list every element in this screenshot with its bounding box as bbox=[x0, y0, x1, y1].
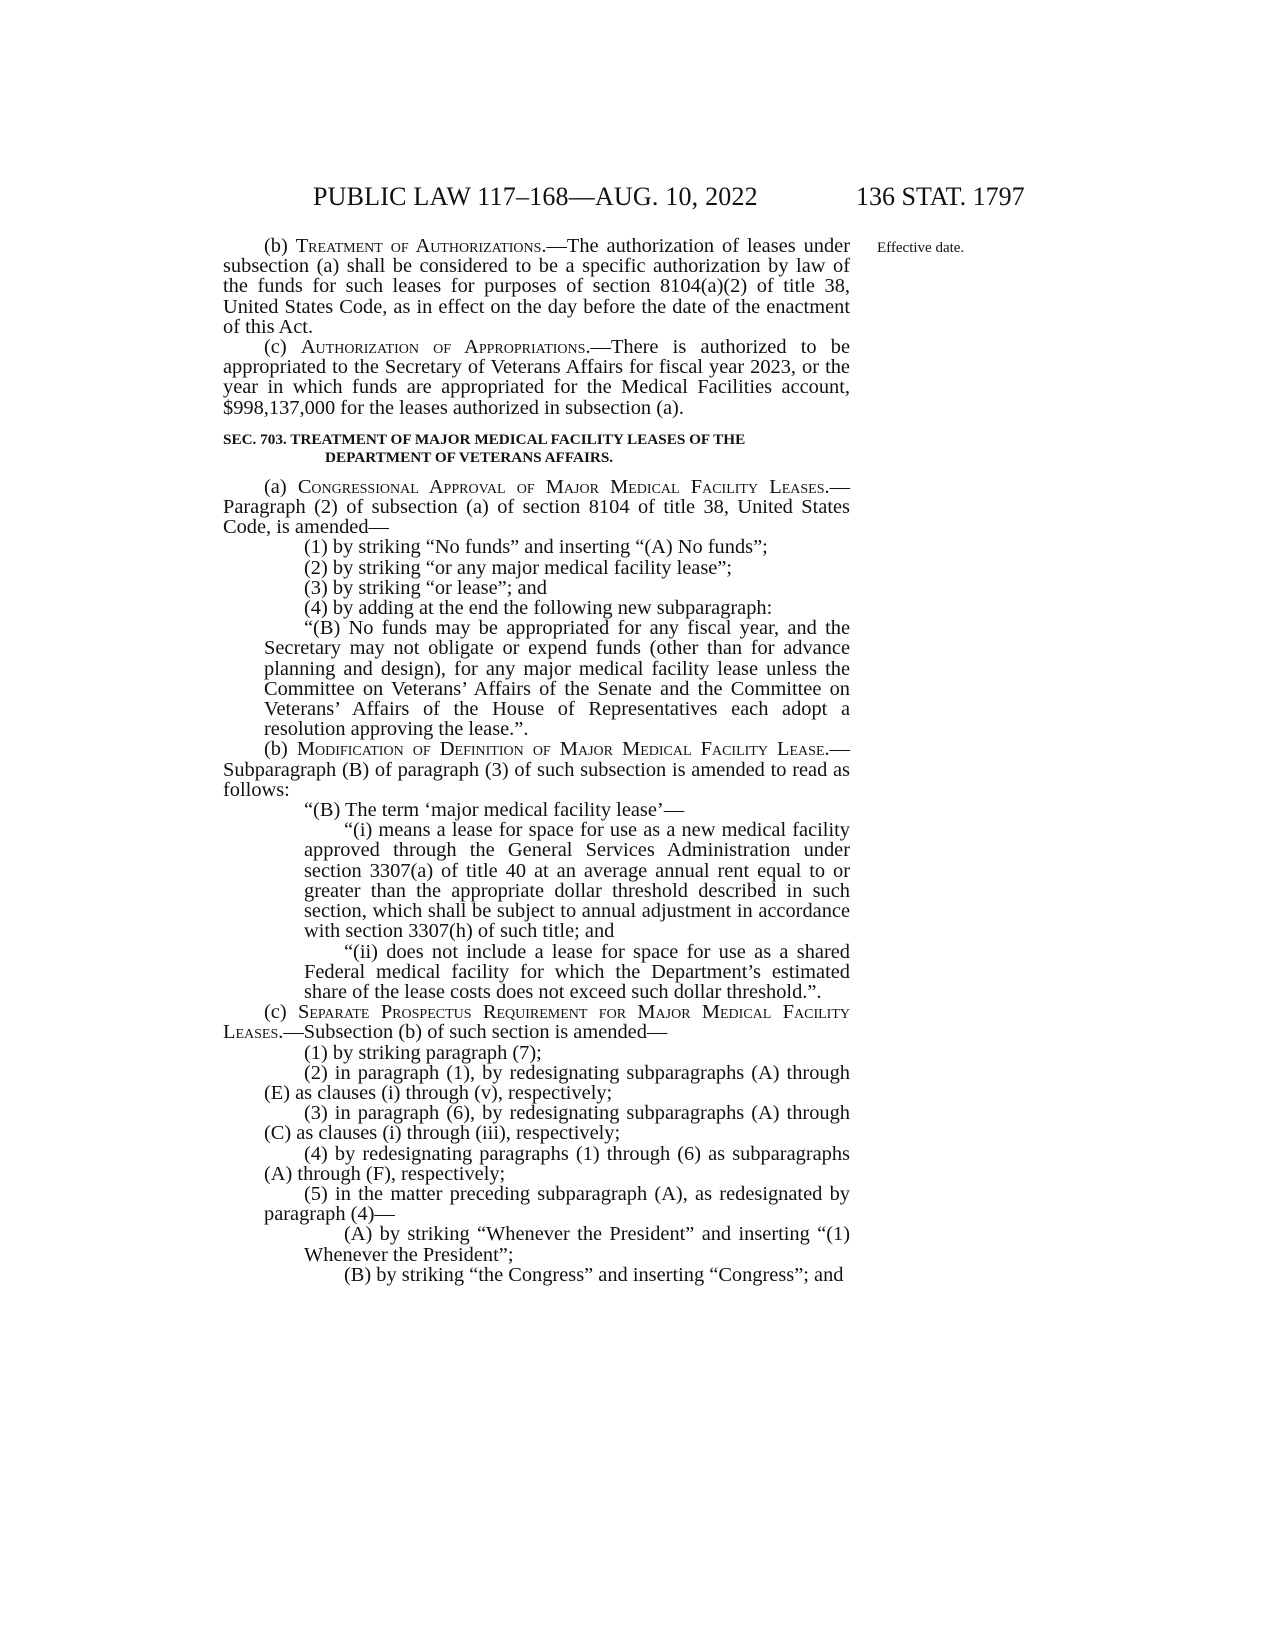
list-item: (4) by redesignating paragraphs (1) through (6) as subparagraphs (A) through (F), respectively; bbox=[264, 1142, 850, 1185]
subsection-heading: Authorization of Appropriations bbox=[300, 336, 586, 359]
statute-body bbox=[223, 236, 850, 1285]
list-item: (5) in the matter preceding subparagraph (A), as redesignated by paragraph (4)— bbox=[264, 1182, 850, 1226]
sub-list-item: (A) by striking “Whenever the President” and inserting “(1) Whenever the President”; bbox=[304, 1223, 850, 1266]
list-item: (3) in paragraph (6), by redesignating subparagraphs (A) through (C) as clauses (i) through (iii), respectively; bbox=[264, 1102, 850, 1145]
list-item: (1) by striking paragraph (7); bbox=[304, 1041, 542, 1064]
subsection-heading: Congressional Approval of Major Medical Facility Leases bbox=[297, 475, 825, 498]
running-header-title: PUBLIC LAW 117–168—AUG. 10, 2022 bbox=[313, 182, 758, 211]
quoted-subparagraph-b: “(B) No funds may be appropriated for any fiscal year, and the Secretary may not obligate or expend funds (other than for advance planning and design), for any major medical facility lease unless the Committee on Veterans’ Affairs of the Senate and the Committee on Veterans’ Affairs of the House of Representatives each adopt a resolution approving the lease.”. bbox=[264, 617, 850, 741]
margin-note-effective-date: Effective date. bbox=[877, 240, 965, 256]
quoted-term-definition: “(B) The term ‘major medical facility lease’— bbox=[304, 799, 685, 822]
subsection-heading: Treatment of Authorizations bbox=[295, 235, 542, 257]
subsection-c-separate-prospectus: (c) Separate Prospectus Requirement for Major Medical Facility Leases.—Subsection (b) of such section is amended— bbox=[223, 1001, 850, 1044]
list-item: (4) by adding at the end the following new subparagraph: bbox=[304, 597, 773, 620]
list-item: (3) by striking “or lease”; and bbox=[304, 576, 547, 599]
subsection-a-congressional-approval: (a) Congressional Approval of Major Medical Facility Leases.—Paragraph (2) of subsection (a) of section 8104 of title 38, United States Code, is amended— bbox=[223, 475, 851, 539]
statute-page-reference: 136 STAT. 1797 bbox=[856, 182, 1025, 211]
list-item: (1) by striking “No funds” and inserting “(A) No funds”; bbox=[304, 536, 768, 559]
clause-i: “(i) means a lease for space for use as a new medical facility approved through the General Services Administration under section 3307(a) of title 40 at an average annual rent equal to or greater than the appropriate dollar threshold described in such section, which shall be subject to annual adjustment in accordance with section 3307(h) of such title; and bbox=[304, 819, 850, 943]
subsection-heading: Modification of Definition of Major Medical Facility Lease bbox=[296, 738, 825, 761]
subsection-heading: Separate Prospectus Requirement for Major Medical Facility Leases bbox=[223, 1001, 850, 1044]
sub-list-item: (B) by striking “the Congress” and inserting “Congress”; and bbox=[344, 1263, 844, 1286]
subsection-b-treatment-of-authorizations: (b) Treatment of Authorizations.—The authorization of leases under subsection (a) shall be considered to be a specific authorization by law of the funds for such leases for purposes of section 8104(a)(2) of title 38, United States Code, as in effect on the day before the date of the enactment of this Act. bbox=[223, 235, 851, 338]
subsection-b-modification-of-definition: (b) Modification of Definition of Major Medical Facility Lease.—Subparagraph (B) of paragraph (3) of such subsection is amended to read as follows: bbox=[223, 738, 851, 801]
clause-ii: “(ii) does not include a lease for space for use as a shared Federal medical facility for which the Department’s estimated share of the lease costs does not exceed such dollar threshold.”. bbox=[304, 940, 850, 1003]
section-703-heading: SEC. 703. TREATMENT OF MAJOR MEDICAL FACILITY LEASES OF THE DEPARTMENT OF VETERANS AFFAIRS. bbox=[223, 430, 746, 466]
list-item: (2) by striking “or any major medical facility lease”; bbox=[304, 556, 733, 579]
subsection-c-authorization-of-appropriations: (c) Authorization of Appropriations.—There is authorized to be appropriated to the Secretary of Veterans Affairs for fiscal year 2023, or the year in which funds are appropriated for the Medical Facilities account, $998,137,000 for the leases authorized in subsection (a). bbox=[223, 336, 850, 419]
list-item: (2) in paragraph (1), by redesignating subparagraphs (A) through (E) as clauses (i) through (v), respectively; bbox=[264, 1061, 850, 1104]
